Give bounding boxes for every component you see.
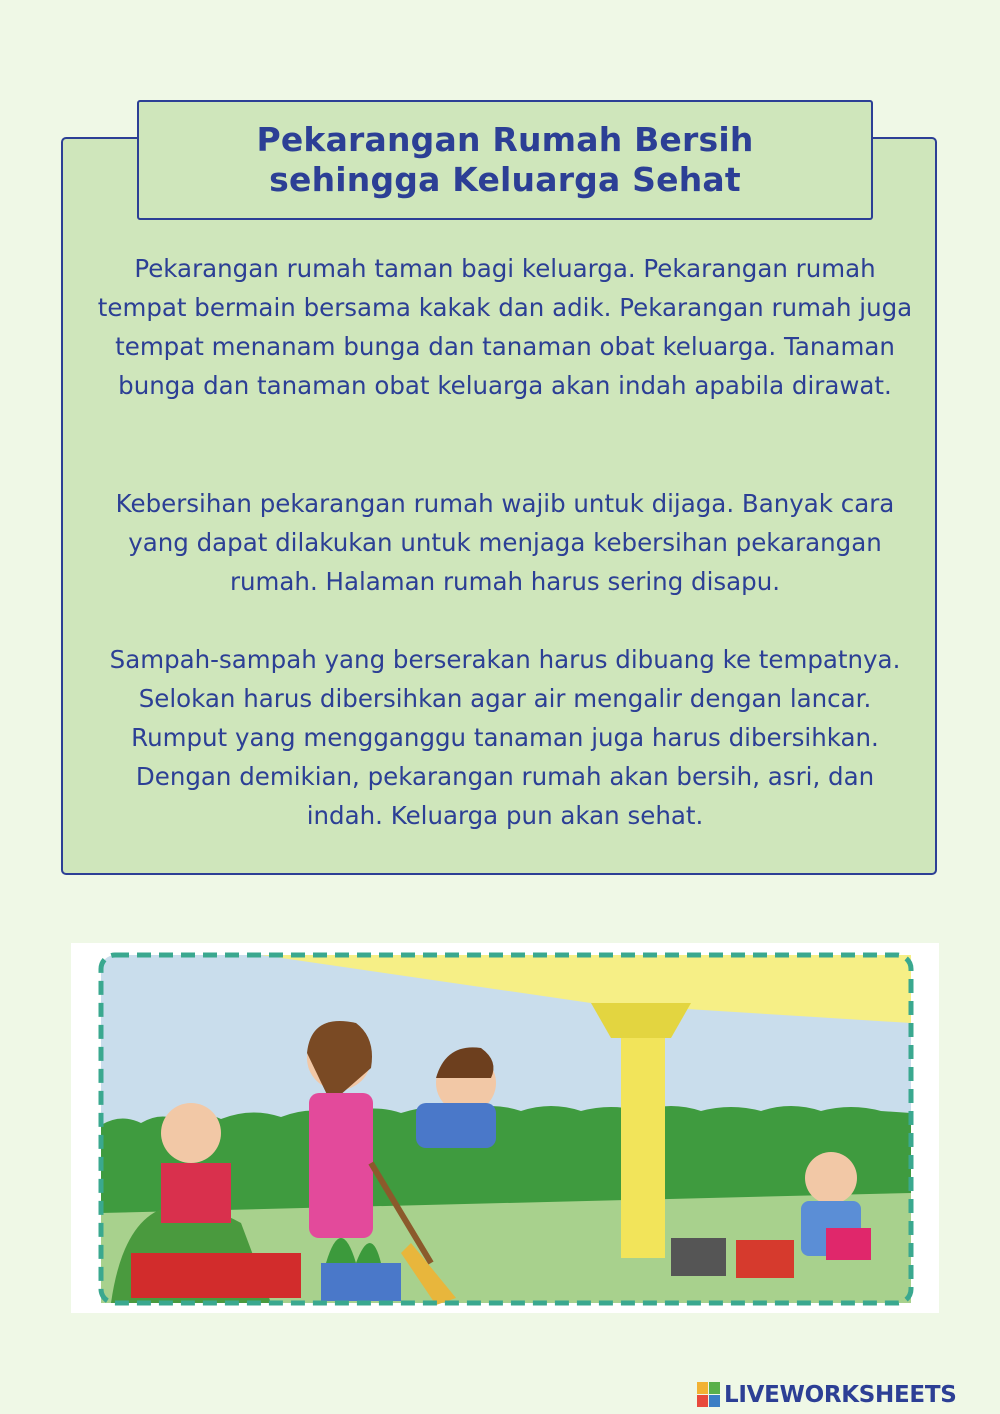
boy [805, 1152, 857, 1204]
paragraph-2: Kebersihan pekarangan rumah wajib untuk dijaga. Banyak cara yang dapat dilakukan untuk menjaga kebersihan pekarangan rumah. Halaman rumah harus sering disapu. [115, 489, 895, 596]
paragraph-1: Pekarangan rumah taman bagi keluarga. Pekarangan rumah tempat bermain bersama kakak dan adik. Pekarangan rumah juga tempat menanam bunga dan tanaman obat keluarga. Tanaman bunga dan tanaman obat keluarga akan indah apabila dirawat. [97, 254, 913, 400]
brand-name: LIVEWORKSHEETS [724, 1382, 957, 1408]
girl [161, 1103, 221, 1163]
liveworksheets-logo-icon [697, 1382, 721, 1408]
paragraph-3: Sampah-sampah yang berserakan harus dibuang ke tempatnya. Selokan harus dibersihkan agar air mengalir dengan lancar. Rumput yang mengganggu tanaman juga harus dibersihkan. Dengan demikian, pekarangan rumah akan bersih, asri, dan indah. Keluarga pun akan sehat. [109, 645, 901, 830]
title-box [137, 100, 873, 220]
page-title-line-1: Pekarangan Rumah Bersih [256, 120, 754, 159]
page-title-line-2: sehingga Keluarga Sehat [269, 160, 741, 199]
liveworksheets-brand [697, 1378, 956, 1412]
family-yard-illustration [71, 943, 939, 1313]
